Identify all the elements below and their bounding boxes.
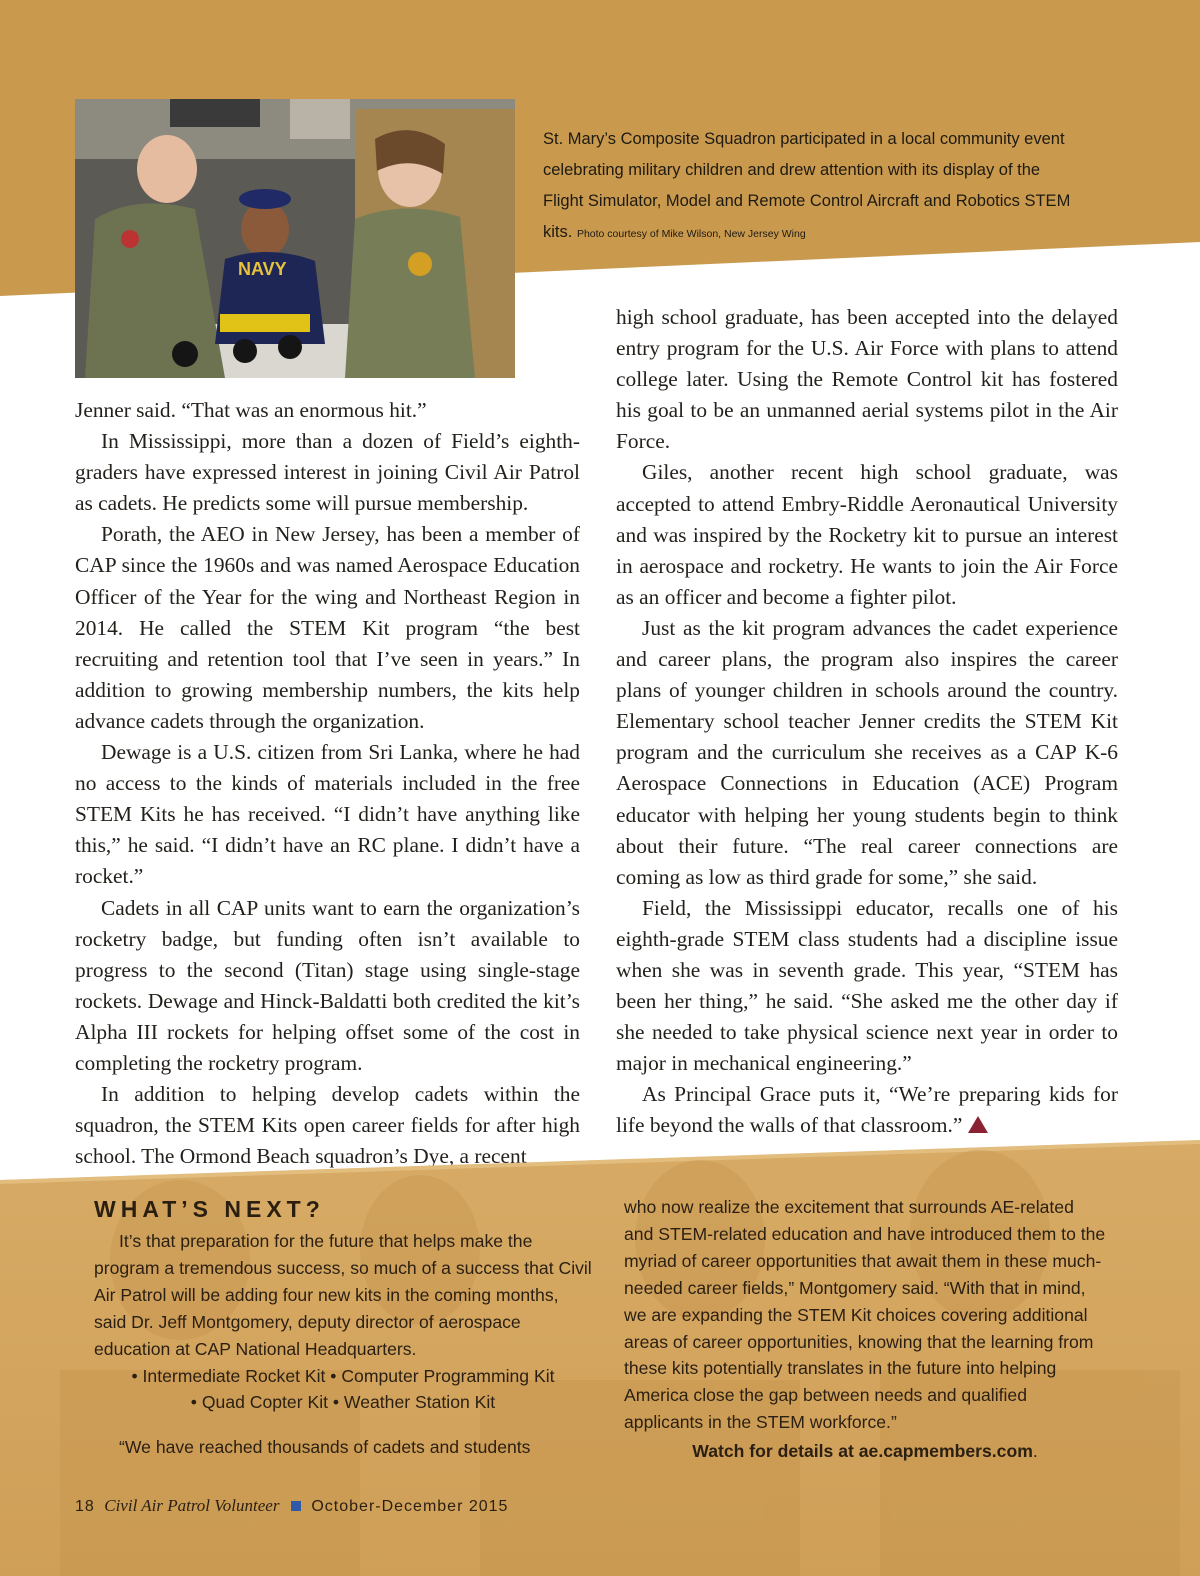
page-number: 18 <box>75 1498 95 1515</box>
new-kits-list-line-2: • Quad Copter Kit • Weather Station Kit <box>190 1392 496 1413</box>
new-kits-list-line-1: • Intermediate Rocket Kit • Computer Programming Kit <box>131 1365 555 1386</box>
watch-for-details <box>624 1438 1106 1465</box>
publication-name: Civil Air Patrol Volunteer <box>104 1496 280 1515</box>
article-paragraph: In addition to helping develop cadets within the squadron, the STEM Kits open career fields for after high school. The Ormond Beach squadron’s Dye, a recent <box>75 1082 580 1169</box>
article-paragraph: Dewage is a U.S. citizen from Sri Lanka, where he had no access to the kinds of materials included in the free STEM Kits he has received. “I didn’t have anything like this,” he said. “I didn’t have an RC plane. I didn’t have a rocket.” <box>75 740 580 889</box>
whats-next-intro: It’s that preparation for the future that helps make the program a tremendous success, so much of a success that Civil Air Patrol will be adding four new kits in the coming months, said Dr. Jeff Montgomery, deputy director of aerospace education at CAP National Headquarters. <box>94 1231 592 1359</box>
photo-caption <box>543 124 1073 250</box>
article-paragraph: In Mississippi, more than a dozen of Field’s eighth-graders have expressed interest in joining Civil Air Patrol as cadets. He predicts some will pursue membership. <box>75 429 580 516</box>
navy-shirt-text: NAVY <box>238 259 287 279</box>
photo-credit: Photo courtesy of Mike Wilson, New Jersey Wing <box>576 228 806 240</box>
cadets-photo <box>75 99 515 378</box>
watch-for-details-period: . <box>1032 1441 1038 1462</box>
final-paragraph-text: As Principal Grace puts it, “We’re preparing kids for life beyond the walls of that classroom.” <box>616 1082 1118 1138</box>
article-paragraph: Field, the Mississippi educator, recalls one of his eighth-grade STEM class students had a discipline issue when she was in seventh grade. This year, “STEM has been her thing,” he said. “She asked me the other day if she needed to take physical science next year in order to major in mechanical engineering.” <box>616 895 1118 1076</box>
whats-next-left-column <box>94 1228 592 1461</box>
end-of-article-triangle-icon <box>968 1116 988 1133</box>
page-footer <box>75 1496 508 1516</box>
montgomery-quote-start: “We have reached thousands of cadets and students <box>119 1437 531 1458</box>
article-paragraph: Cadets in all CAP units want to earn the organization’s rocketry badge, but funding often isn’t available to progress to the second (Titan) stage using single-stage rockets. Dewage and Hinck-Baldatti both credited the kit’s Alpha III rockets for helping offset some of the cost in completing the rocketry program. <box>75 895 580 1075</box>
issue-date: October-December 2015 <box>311 1498 509 1515</box>
whats-next-right-column <box>624 1194 1106 1465</box>
article-paragraph: Jenner said. “That was an enormous hit.” <box>75 398 427 422</box>
article-paragraph: Porath, the AEO in New Jersey, has been a member of CAP since the 1960s and was named Aerospace Education Officer of the Year for the wing and Northeast Region in 2014. He called the STEM Kit program “the best recruiting and retention tool that I’ve seen in years.” In addition to growing membership numbers, the kits help advance cadets through the organization. <box>75 522 580 733</box>
article-paragraph-final <box>616 1079 1118 1141</box>
caption-text: St. Mary’s Composite Squadron participated in a local community event celebrating military children and drew attention with its display of the Flight Simulator, Model and Remote Control Aircraft and Robotics STEM kits. <box>543 130 1071 241</box>
article-paragraph: Giles, another recent high school graduate, was accepted to attend Embry-Riddle Aeronautical University and was inspired by the Rocketry kit to pursue an interest in aerospace and rocketry. He wants to join the Air Force as an officer and become a fighter pilot. <box>616 460 1118 609</box>
whats-next-heading: WHAT’S NEXT? <box>94 1196 325 1222</box>
article-right-column <box>616 302 1118 1142</box>
article-paragraph: Just as the kit program advances the cadet experience and career plans, the program also inspires the career plans of younger children in schools around the country. Elementary school teacher Jenner credits the STEM Kit program and the curriculum she receives as a CAP K-6 Aerospace Connections in Education (ACE) Program educator with helping her young students begin to think about their future. “The real career connections are coming as low as third grade for some,” she said. <box>616 615 1118 889</box>
footer-square-icon <box>291 1501 301 1511</box>
watch-for-details-link[interactable]: Watch for details at ae.capmembers.com <box>692 1441 1033 1462</box>
montgomery-quote-continued: who now realize the excitement that surrounds AE-related and STEM-related education and have introduced them to the myriad of career opportunities that await them in these much-needed career fields,” Montgomery said. “With that in mind, we are expanding the STEM Kit choices covering additional areas of career opportunities, knowing that the learning from these kits potentially translates in the future into helping America close the gap between needs and qualified applicants in the STEM workforce.” <box>624 1197 1106 1433</box>
article-paragraph: high school graduate, has been accepted into the delayed entry program for the U.S. Air Force with plans to attend college later. Using the Remote Control kit has fostered his goal to be an unmanned aerial systems pilot in the Air Force. <box>616 305 1118 454</box>
article-left-column <box>75 395 580 1172</box>
